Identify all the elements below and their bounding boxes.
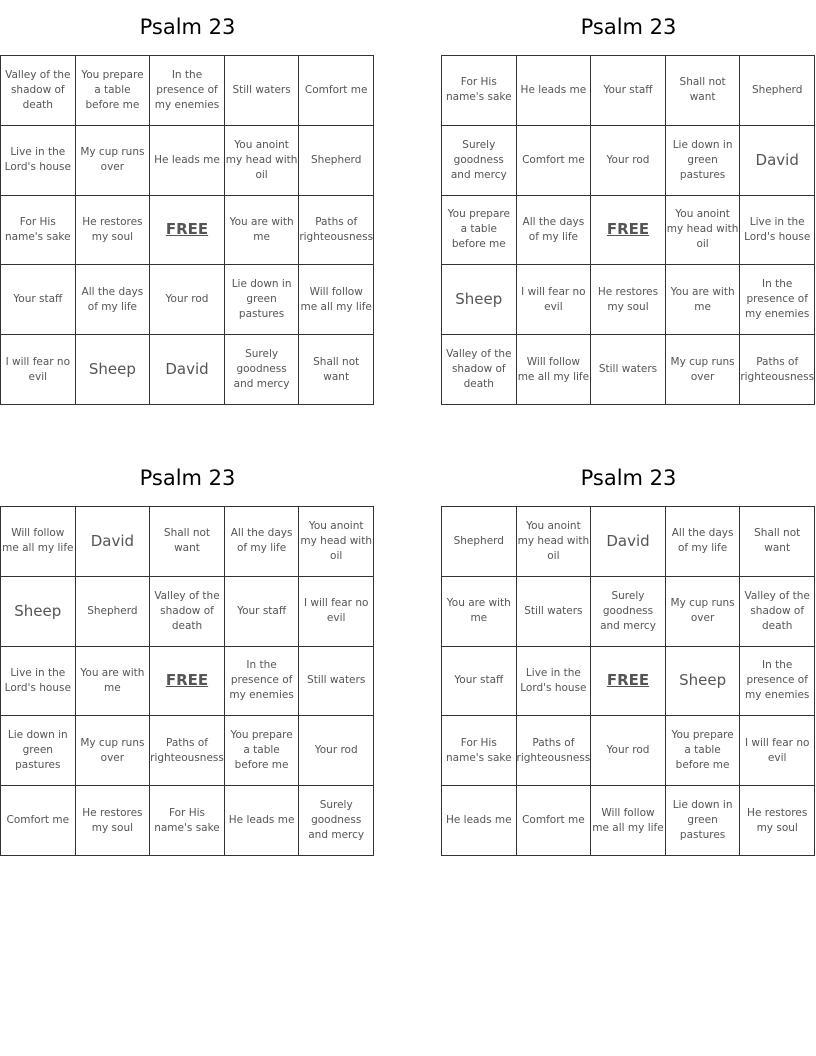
bingo-cell: Still waters [591,335,666,405]
bingo-cell: For His name's sake [442,56,517,126]
bingo-cell: Surely goodness and mercy [591,577,666,647]
bingo-cell: For His name's sake [1,196,76,266]
bingo-cell: Shall not want [299,335,374,405]
bingo-cell: Your rod [150,265,225,335]
bingo-cell: David [76,507,151,577]
bingo-cell: Live in the Lord's house [1,647,76,717]
free-space-cell: FREE [150,196,225,266]
bingo-cell: Comfort me [517,126,592,196]
bingo-cell: David [591,507,666,577]
bingo-cell: Your staff [1,265,76,335]
bingo-cell: Lie down in green pastures [666,786,741,856]
bingo-cell: Surely goodness and mercy [442,126,517,196]
bingo-cell: Will follow me all my life [299,265,374,335]
card-title: Psalm 23 [139,466,236,490]
bingo-cell: Will follow me all my life [591,786,666,856]
bingo-cell: Sheep [76,335,151,405]
bingo-cell: David [740,126,815,196]
bingo-cell: In the presence of my enemies [150,56,225,126]
bingo-cell: Paths of righteousness [150,716,225,786]
bingo-cell: Still waters [517,577,592,647]
bingo-cell: Your rod [591,126,666,196]
bingo-cell: You anoint my head with oil [517,507,592,577]
bingo-cell: Your staff [591,56,666,126]
bingo-cell: Shepherd [76,577,151,647]
bingo-cell: You are with me [442,577,517,647]
bingo-cell: You prepare a table before me [76,56,151,126]
bingo-cell: You prepare a table before me [666,716,741,786]
bingo-cell: He restores my soul [76,786,151,856]
bingo-grid [441,55,815,405]
bingo-cell: Lie down in green pastures [1,716,76,786]
bingo-cell: In the presence of my enemies [740,265,815,335]
bingo-cell: He leads me [517,56,592,126]
bingo-cell: He restores my soul [591,265,666,335]
bingo-cell: Lie down in green pastures [666,126,741,196]
bingo-cell: Will follow me all my life [517,335,592,405]
bingo-cell: All the days of my life [517,196,592,266]
bingo-cell: All the days of my life [225,507,300,577]
bingo-cell: Your staff [225,577,300,647]
bingo-cell: Still waters [299,647,374,717]
bingo-cell: Valley of the shadow of death [150,577,225,647]
bingo-cell: Paths of righteousness [740,335,815,405]
bingo-cell: You prepare a table before me [225,716,300,786]
bingo-cell: Will follow me all my life [1,507,76,577]
free-space-cell: FREE [591,196,666,266]
bingo-cell: Shall not want [150,507,225,577]
bingo-cell: He restores my soul [76,196,151,266]
bingo-cell: I will fear no evil [299,577,374,647]
bingo-cell: Valley of the shadow of death [740,577,815,647]
bingo-cell: All the days of my life [76,265,151,335]
bingo-cell: Live in the Lord's house [740,196,815,266]
bingo-card [0,0,375,391]
bingo-cell: He leads me [225,786,300,856]
bingo-cell: Shepherd [299,126,374,196]
bingo-cell: Shall not want [666,56,741,126]
bingo-cell: You are with me [666,265,741,335]
bingo-cell: Shepherd [442,507,517,577]
bingo-cell: All the days of my life [666,507,741,577]
bingo-cell: My cup runs over [666,577,741,647]
bingo-cell: Live in the Lord's house [517,647,592,717]
bingo-cell: You are with me [225,196,300,266]
bingo-cell: You anoint my head with oil [225,126,300,196]
bingo-card [441,451,816,842]
bingo-cell: You prepare a table before me [442,196,517,266]
bingo-cell: Paths of righteousness [517,716,592,786]
bingo-cell: Comfort me [1,786,76,856]
bingo-cell: Shall not want [740,507,815,577]
bingo-cell: Sheep [1,577,76,647]
bingo-cell: Shepherd [740,56,815,126]
bingo-cell: You anoint my head with oil [299,507,374,577]
bingo-cell: I will fear no evil [1,335,76,405]
bingo-cell: Lie down in green pastures [225,265,300,335]
bingo-cell: Your rod [591,716,666,786]
bingo-cell: Comfort me [299,56,374,126]
bingo-cell: I will fear no evil [517,265,592,335]
bingo-cell: Paths of righteousness [299,196,374,266]
bingo-cell: Still waters [225,56,300,126]
bingo-card [441,0,816,391]
bingo-cell: My cup runs over [76,126,151,196]
bingo-cell: You anoint my head with oil [666,196,741,266]
bingo-cell: In the presence of my enemies [225,647,300,717]
bingo-grid [441,506,815,856]
bingo-cell: Comfort me [517,786,592,856]
bingo-cell: Valley of the shadow of death [442,335,517,405]
bingo-cell: For His name's sake [442,716,517,786]
bingo-cell: My cup runs over [76,716,151,786]
bingo-cell: He leads me [442,786,517,856]
bingo-cell: Live in the Lord's house [1,126,76,196]
bingo-cell: In the presence of my enemies [740,647,815,717]
bingo-cell: He restores my soul [740,786,815,856]
free-space-cell: FREE [150,647,225,717]
bingo-cell: My cup runs over [666,335,741,405]
free-space-cell: FREE [591,647,666,717]
bingo-cell: Your rod [299,716,374,786]
bingo-cell: David [150,335,225,405]
bingo-cell: He leads me [150,126,225,196]
card-title: Psalm 23 [139,15,236,39]
bingo-cell: Your staff [442,647,517,717]
card-title: Psalm 23 [580,15,677,39]
bingo-card [0,451,375,842]
card-title: Psalm 23 [580,466,677,490]
bingo-cell: Sheep [442,265,517,335]
bingo-cell: Surely goodness and mercy [299,786,374,856]
bingo-cell: Valley of the shadow of death [1,56,76,126]
bingo-cell: For His name's sake [150,786,225,856]
bingo-cell: Sheep [666,647,741,717]
bingo-grid [0,506,374,856]
bingo-cell: You are with me [76,647,151,717]
bingo-grid [0,55,374,405]
bingo-cell: I will fear no evil [740,716,815,786]
bingo-cell: Surely goodness and mercy [225,335,300,405]
